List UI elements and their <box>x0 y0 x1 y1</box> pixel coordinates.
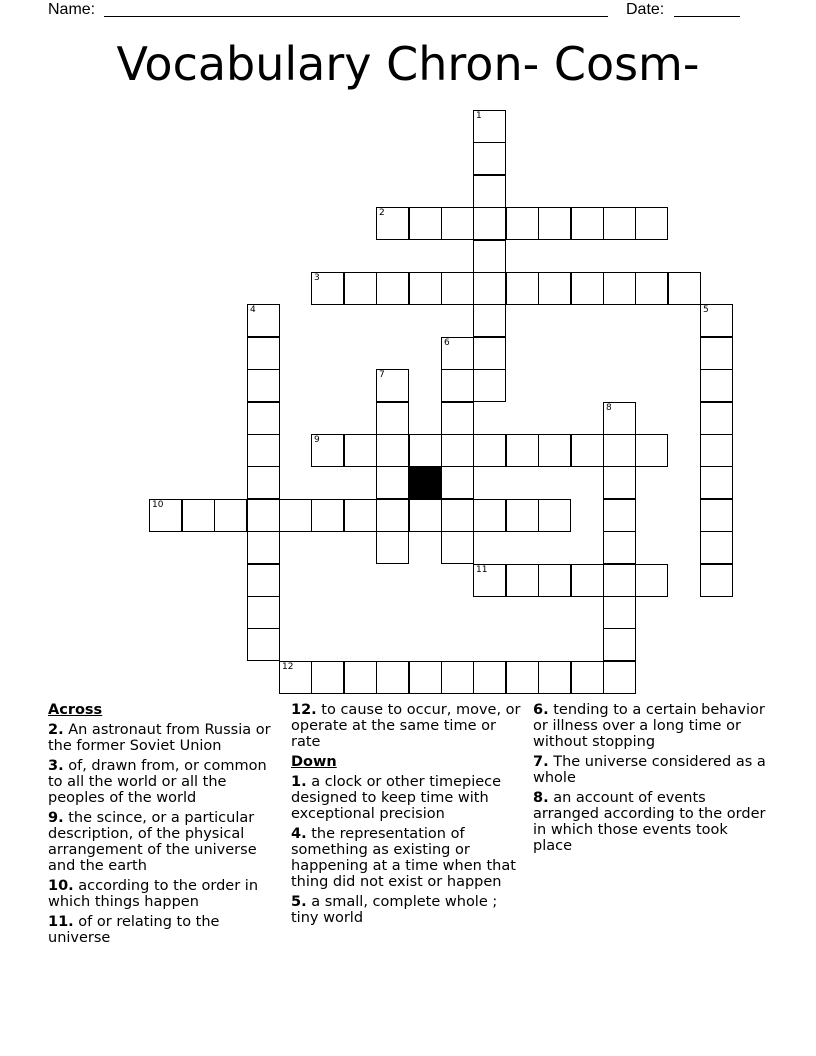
grid-cell[interactable] <box>506 272 539 305</box>
clue-text: an account of events arranged according to the order in which those events took place <box>533 790 766 854</box>
across-clue-list <box>48 722 284 946</box>
clue-number-label: 7. <box>533 754 549 770</box>
grid-cell[interactable] <box>441 272 474 305</box>
clue-number: 6 <box>444 338 450 348</box>
clue-number-label: 3. <box>48 758 64 774</box>
grid-cell[interactable] <box>603 564 636 597</box>
grid-cell[interactable] <box>700 499 733 532</box>
grid-cell[interactable] <box>668 272 701 305</box>
grid-cell[interactable] <box>603 661 636 694</box>
grid-cell[interactable] <box>538 207 571 240</box>
grid-cell[interactable] <box>603 628 636 661</box>
grid-cell[interactable] <box>473 661 506 694</box>
grid-cell[interactable] <box>603 499 636 532</box>
grid-cell[interactable] <box>409 207 442 240</box>
clue-number-label: 10. <box>48 878 74 894</box>
name-label: Name: <box>48 1 96 18</box>
grid-cell[interactable] <box>506 661 539 694</box>
down-clue <box>533 790 769 854</box>
grid-cell[interactable] <box>247 564 280 597</box>
clue-number: 10 <box>152 500 164 510</box>
grid-cell[interactable] <box>247 628 280 661</box>
grid-cell[interactable] <box>376 207 409 240</box>
grid-cell[interactable] <box>700 434 733 467</box>
grid-cell[interactable] <box>473 272 506 305</box>
clue-text: the representation of something as existing or happening at a time when that thing did not exist or happen <box>291 826 516 890</box>
grid-cell[interactable] <box>376 661 409 694</box>
grid-cell[interactable] <box>473 369 506 402</box>
grid-cell[interactable] <box>506 434 539 467</box>
grid-cell[interactable] <box>538 661 571 694</box>
down-clue <box>291 826 527 890</box>
grid-cell[interactable] <box>473 499 506 532</box>
grid-cell[interactable] <box>635 564 668 597</box>
grid-cell[interactable] <box>603 531 636 564</box>
down-clue <box>291 774 527 822</box>
grid-cell[interactable] <box>247 434 280 467</box>
grid-cell[interactable] <box>571 564 604 597</box>
grid-cell[interactable] <box>344 272 377 305</box>
clue-number: 11 <box>476 565 488 575</box>
clue-text: a small, complete whole ; tiny world <box>291 894 498 926</box>
clue-text: of or relating to the universe <box>48 914 220 946</box>
clue-text: the scince, or a particular description, of the physical arrangement of the universe and the earth <box>48 810 257 874</box>
grid-cell[interactable] <box>700 369 733 402</box>
grid-cell[interactable] <box>700 402 733 435</box>
grid-cell[interactable] <box>247 499 280 532</box>
grid-cell[interactable] <box>247 304 280 337</box>
black-cell <box>409 466 442 499</box>
grid-cell[interactable] <box>279 661 312 694</box>
grid-cell[interactable] <box>473 434 506 467</box>
grid-cell[interactable] <box>635 207 668 240</box>
clue-number-label: 12. <box>291 702 317 718</box>
grid-cell[interactable] <box>182 499 215 532</box>
clue-number-label: 11. <box>48 914 74 930</box>
date-label: Date: <box>626 1 665 18</box>
grid-cell[interactable] <box>441 434 474 467</box>
across-clue <box>48 810 284 874</box>
grid-cell[interactable] <box>635 434 668 467</box>
across-clue-list-continued <box>291 702 527 750</box>
grid-cell[interactable] <box>376 272 409 305</box>
grid-cell[interactable] <box>538 272 571 305</box>
grid-cell[interactable] <box>247 466 280 499</box>
grid-cell[interactable] <box>247 337 280 370</box>
grid-cell[interactable] <box>376 531 409 564</box>
clue-number-label: 2. <box>48 722 64 738</box>
across-clue <box>291 702 527 750</box>
grid-cell[interactable] <box>441 207 474 240</box>
grid-cell[interactable] <box>700 304 733 337</box>
grid-cell[interactable] <box>311 661 344 694</box>
grid-cell[interactable] <box>311 272 344 305</box>
grid-cell[interactable] <box>376 466 409 499</box>
clue-number-label: 6. <box>533 702 549 718</box>
grid-cell[interactable] <box>441 369 474 402</box>
grid-cell[interactable] <box>473 337 506 370</box>
clue-number: 5 <box>703 305 709 315</box>
clue-text: tending to a certain behavior or illness over a long time or without stopping <box>533 702 765 750</box>
grid-cell[interactable] <box>376 434 409 467</box>
clue-number: 12 <box>282 662 294 672</box>
down-clue-list <box>291 774 527 926</box>
grid-cell[interactable] <box>409 272 442 305</box>
clue-text: according to the order in which things happen <box>48 878 259 910</box>
grid-cell[interactable] <box>409 499 442 532</box>
grid-cell[interactable] <box>409 434 442 467</box>
across-clue <box>48 722 284 754</box>
grid-cell[interactable] <box>700 466 733 499</box>
grid-cell[interactable] <box>700 531 733 564</box>
grid-cell[interactable] <box>635 272 668 305</box>
clue-number-label: 1. <box>291 774 307 790</box>
grid-cell[interactable] <box>279 499 312 532</box>
clue-number: 1 <box>476 111 482 121</box>
clue-number: 8 <box>606 403 612 413</box>
grid-cell[interactable] <box>149 499 182 532</box>
grid-cell[interactable] <box>473 175 506 208</box>
down-clue-list-continued <box>533 702 769 854</box>
clue-column-3 <box>533 702 769 858</box>
grid-cell[interactable] <box>247 531 280 564</box>
grid-cell[interactable] <box>700 337 733 370</box>
clue-text: to cause to occur, move, or operate at the same time or rate <box>291 702 521 750</box>
grid-cell[interactable] <box>473 207 506 240</box>
grid-cell[interactable] <box>409 661 442 694</box>
grid-cell[interactable] <box>571 434 604 467</box>
clue-number-label: 8. <box>533 790 549 806</box>
clue-number: 3 <box>314 273 320 283</box>
grid-cell[interactable] <box>603 207 636 240</box>
clue-number: 9 <box>314 435 320 445</box>
clue-number: 7 <box>379 370 385 380</box>
clue-text: An astronaut from Russia or the former Soviet Union <box>48 722 271 754</box>
grid-cell[interactable] <box>344 499 377 532</box>
clue-number: 2 <box>379 208 385 218</box>
down-clue <box>291 894 527 926</box>
grid-cell[interactable] <box>506 207 539 240</box>
grid-cell[interactable] <box>473 240 506 273</box>
grid-cell[interactable] <box>700 564 733 597</box>
clue-number-label: 5. <box>291 894 307 910</box>
grid-cell[interactable] <box>344 434 377 467</box>
grid-cell[interactable] <box>311 499 344 532</box>
grid-cell[interactable] <box>344 661 377 694</box>
clue-column-1 <box>48 702 284 950</box>
grid-cell[interactable] <box>214 499 247 532</box>
grid-cell[interactable] <box>571 661 604 694</box>
grid-cell[interactable] <box>473 564 506 597</box>
grid-cell[interactable] <box>571 207 604 240</box>
clue-column-2 <box>291 702 527 930</box>
grid-cell[interactable] <box>376 369 409 402</box>
clue-number-label: 9. <box>48 810 64 826</box>
grid-cell[interactable] <box>603 466 636 499</box>
grid-cell[interactable] <box>247 402 280 435</box>
clue-text: of, drawn from, or common to all the world or all the peoples of the world <box>48 758 267 806</box>
grid-cell[interactable] <box>506 499 539 532</box>
down-clue <box>533 754 769 786</box>
grid-cell[interactable] <box>441 661 474 694</box>
grid-cell[interactable] <box>603 434 636 467</box>
grid-cell[interactable] <box>376 499 409 532</box>
grid-cell[interactable] <box>538 434 571 467</box>
clue-number-label: 4. <box>291 826 307 842</box>
grid-cell[interactable] <box>441 337 474 370</box>
grid-cell[interactable] <box>473 110 506 143</box>
grid-cell[interactable] <box>441 466 474 499</box>
grid-cell[interactable] <box>247 596 280 629</box>
grid-cell[interactable] <box>473 304 506 337</box>
across-heading: Across <box>48 702 103 718</box>
grid-cell[interactable] <box>538 564 571 597</box>
across-clue <box>48 914 284 946</box>
grid-cell[interactable] <box>376 402 409 435</box>
clue-number: 4 <box>250 305 256 315</box>
clue-text: a clock or other timepiece designed to keep time with exceptional precision <box>291 774 502 822</box>
across-clue <box>48 878 284 910</box>
grid-cell[interactable] <box>441 402 474 435</box>
down-heading: Down <box>291 754 337 770</box>
grid-cell[interactable] <box>506 564 539 597</box>
grid-cell[interactable] <box>571 272 604 305</box>
grid-cell[interactable] <box>441 531 474 564</box>
across-clue <box>48 758 284 806</box>
grid-cell[interactable] <box>247 369 280 402</box>
grid-cell[interactable] <box>441 499 474 532</box>
grid-cell[interactable] <box>311 434 344 467</box>
grid-cell[interactable] <box>603 596 636 629</box>
clue-text: The universe considered as a whole <box>533 754 766 786</box>
page-title: Vocabulary Chron- Cosm- <box>116 37 700 91</box>
grid-cell[interactable] <box>603 272 636 305</box>
grid-cell[interactable] <box>538 499 571 532</box>
grid-cell[interactable] <box>603 402 636 435</box>
down-clue <box>533 702 769 750</box>
grid-cell[interactable] <box>473 142 506 175</box>
